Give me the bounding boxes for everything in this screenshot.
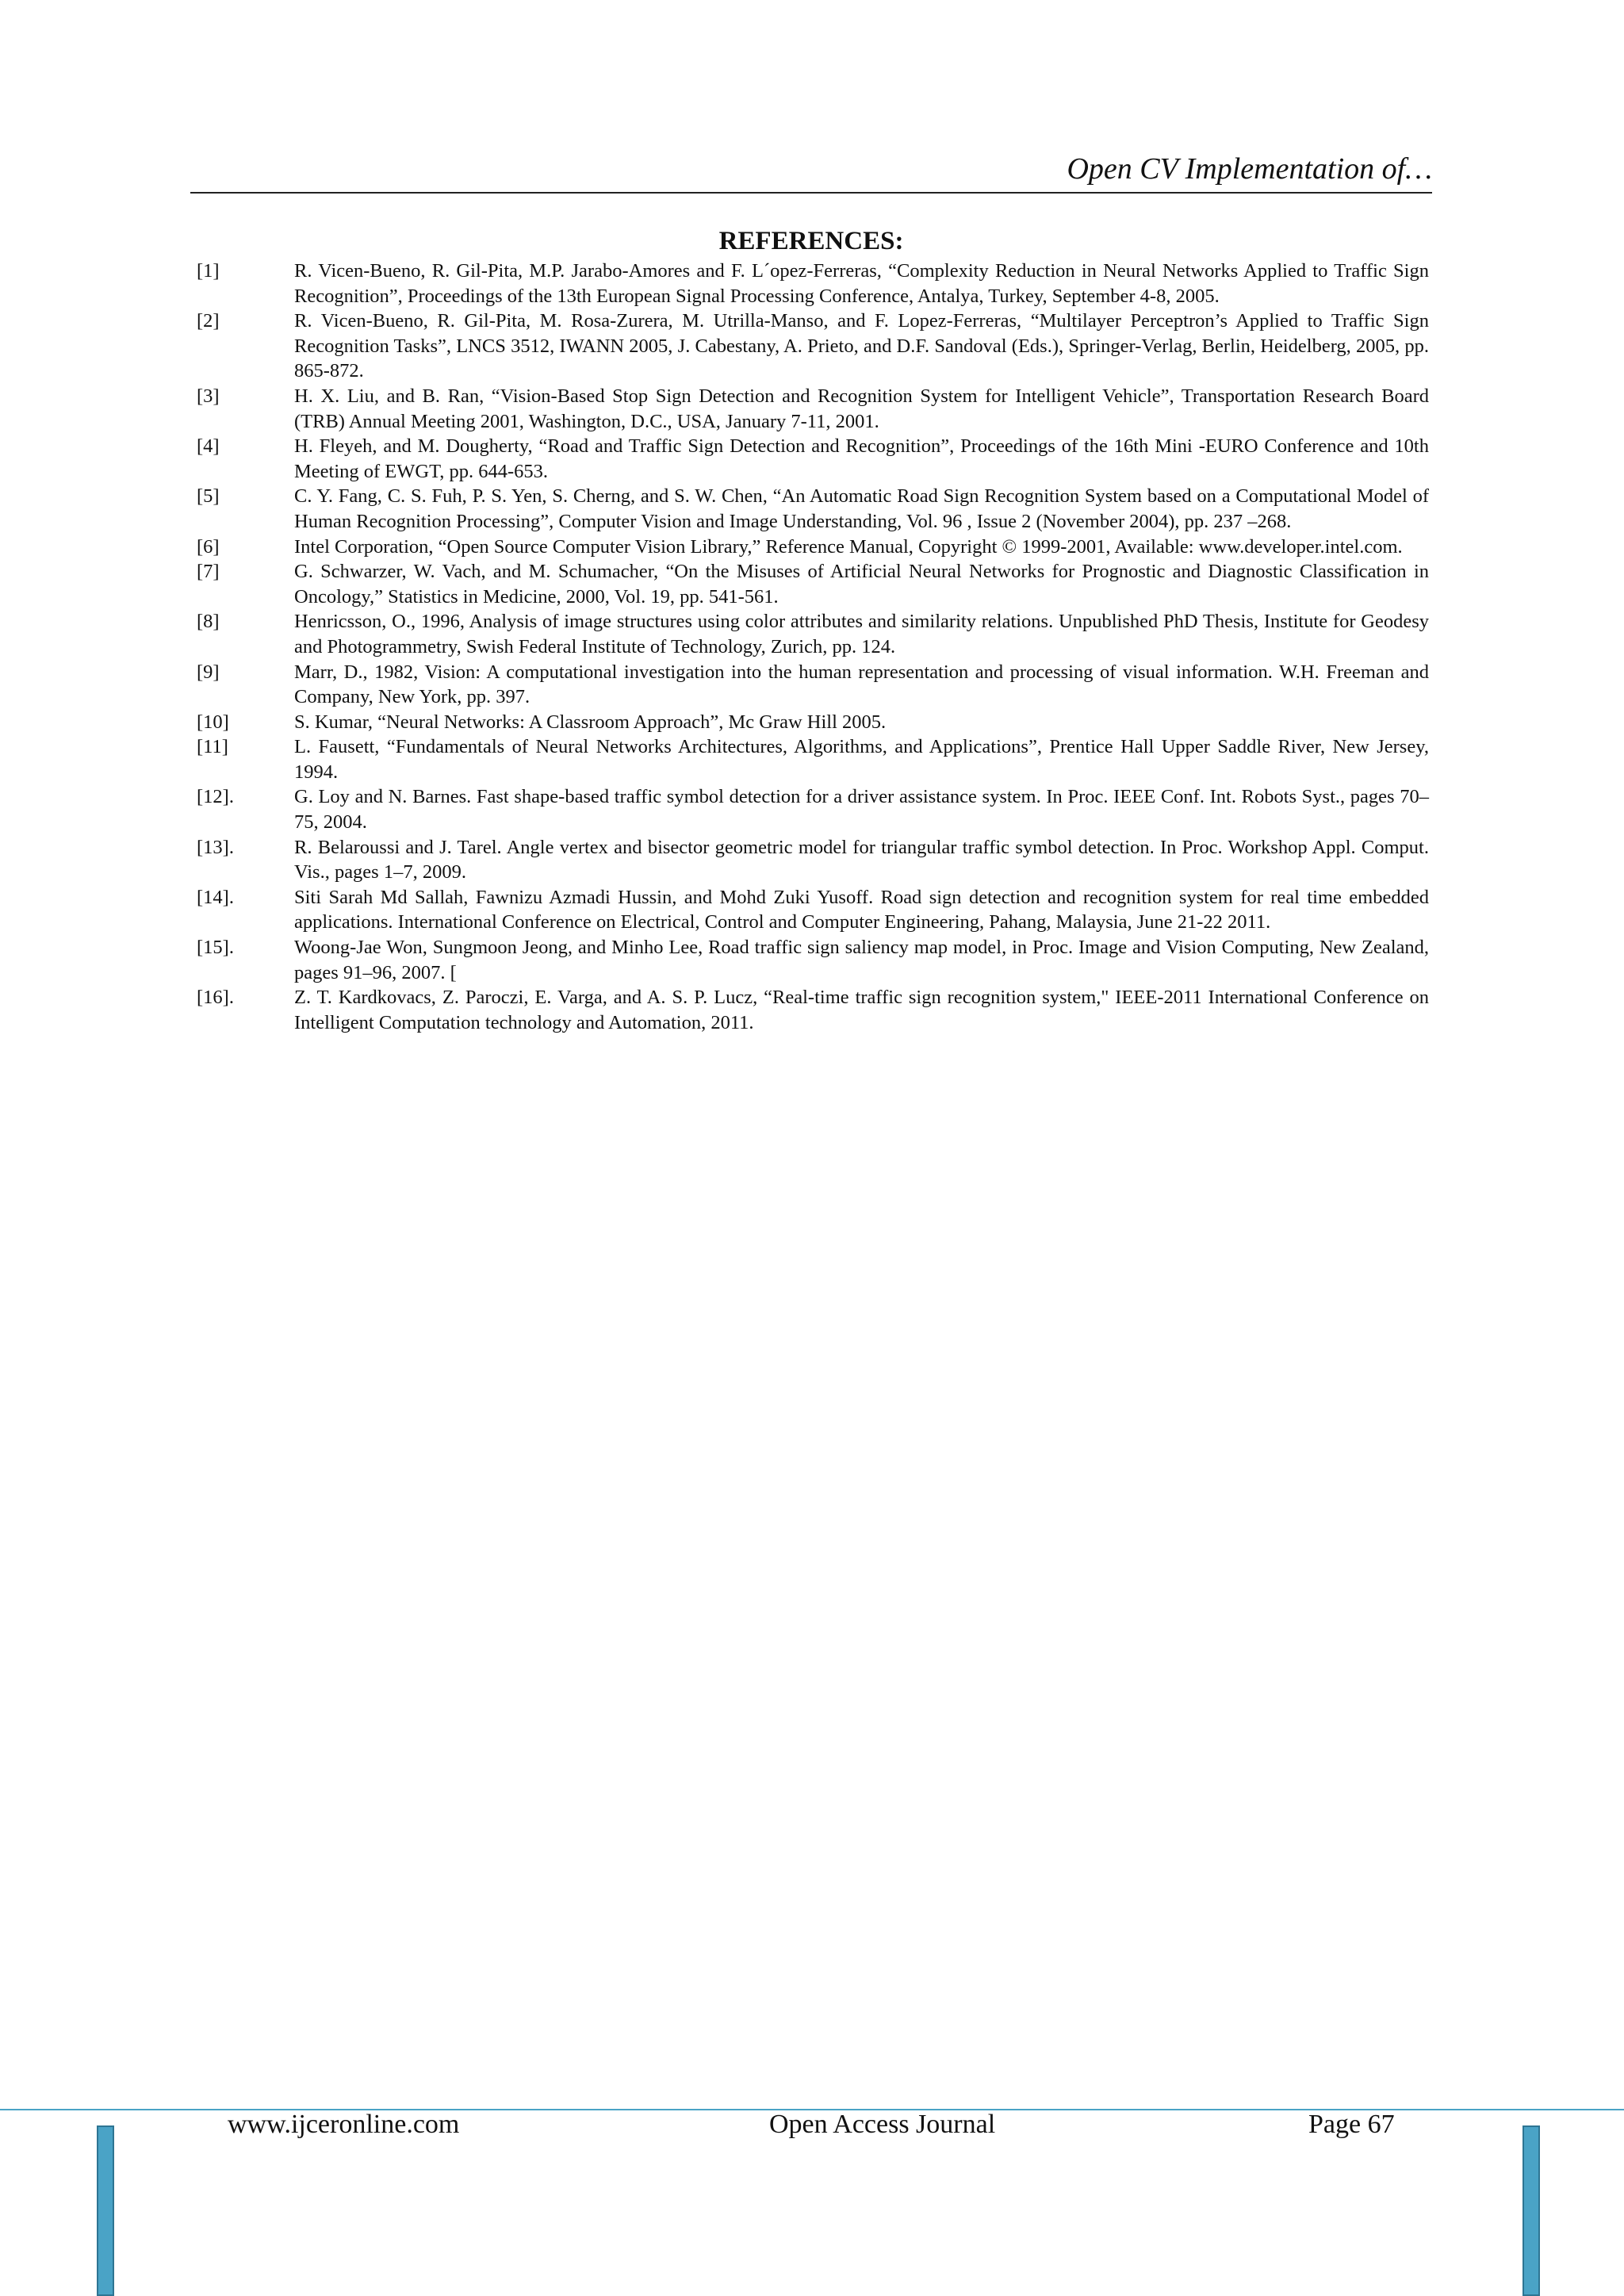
reference-text: G. Schwarzer, W. Vach, and M. Schumacher, “On the Misuses of Artificial Neural Networks for Prognostic and Diagnostic Classification in Oncology,” Statistics in Medicine, 2000, Vol. 19, pp. 541-561. [294,561,1429,608]
reference-item-5 [197,484,1429,534]
reference-number: [14]. [197,886,234,908]
footer-page-number: Page 67 [1308,2110,1395,2139]
reference-item-3 [197,384,1429,434]
reference-item-16 [197,985,1429,1035]
reference-number: [3] [197,385,220,407]
reference-list [197,259,1429,1035]
reference-number: [8] [197,611,220,633]
reference-item-1 [197,259,1429,309]
reference-number: [16]. [197,987,234,1009]
reference-item-11 [197,734,1429,784]
footer-journal: Open Access Journal [769,2110,996,2139]
reference-text: R. Vicen-Bueno, R. Gil-Pita, M. Rosa-Zurera, M. Utrilla-Manso, and F. Lopez-Ferreras, “Multilayer Perceptron’s Applied to Traffic Sign Recognition Tasks”, LNCS 3512, IWANN 2005, J. Cabestany, A. Prieto, and D.F. Sandoval (Eds.), Springer-Verlag, Berlin, Heidelberg, 2005, pp. 865-872. [294,310,1429,382]
reference-number: [1] [197,260,220,282]
reference-text: H. Fleyeh, and M. Dougherty, “Road and Traffic Sign Detection and Recognition”, Proceedings of the 16th Mini -EURO Conference and 10th Meeting of EWGT, pp. 644-653. [294,435,1429,482]
reference-text: R. Belaroussi and J. Tarel. Angle vertex and bisector geometric model for triangular traffic symbol detection. In Proc. Workshop Appl. Comput. Vis., pages 1–7, 2009. [294,836,1429,884]
reference-item-9 [197,660,1429,710]
footer-right-accent-bar [1522,2125,1540,2296]
reference-text: Intel Corporation, “Open Source Computer Vision Library,” Reference Manual, Copyright © 1999-2001, Available: www.developer.intel.com. [294,535,1403,558]
reference-number: [10] [197,711,229,733]
reference-item-15 [197,935,1429,985]
reference-text: Henricsson, O., 1996, Analysis of image structures using color attributes and similarity relations. Unpublished PhD Thesis, Institute for Geodesy and Photogrammetry, Swish Federal Institute of Technology, Zurich, pp. 124. [294,611,1429,657]
reference-item-13 [197,835,1429,885]
reference-item-10 [197,710,1429,735]
reference-text: R. Vicen-Bueno, R. Gil-Pita, M.P. Jarabo-Amores and F. L´opez-Ferreras, “Complexity Reduction in Neural Networks Applied to Traffic Sign Recognition”, Proceedings of the 13th European Signal Processing Conference, Antalya, Turkey, September 4-8, 2005. [294,260,1429,307]
reference-item-14 [197,885,1429,935]
reference-text: L. Fausett, “Fundamentals of Neural Networks Architectures, Algorithms, and Applications”, Prentice Hall Upper Saddle River, New Jersey, 1994. [294,736,1429,783]
reference-number: [13]. [197,836,234,858]
reference-text: H. X. Liu, and B. Ran, “Vision-Based Stop Sign Detection and Recognition System for Intelligent Vehicle”, Transportation Research Board (TRB) Annual Meeting 2001, Washington, D.C., USA, January 7-11, 2001. [294,385,1429,432]
reference-number: [11] [197,736,228,758]
reference-number: [7] [197,561,220,583]
reference-text: G. Loy and N. Barnes. Fast shape-based traffic symbol detection for a driver assistance system. In Proc. IEEE Conf. Int. Robots Syst., pages 70–75, 2004. [294,786,1429,834]
references-heading: REFERENCES: [718,227,904,255]
reference-number: [5] [197,485,220,508]
footer-left-accent-bar [97,2125,114,2296]
running-header: Open CV Implementation of… [1067,152,1432,186]
header-rule [190,192,1432,194]
reference-number: [15]. [197,937,234,959]
reference-item-8 [197,609,1429,659]
reference-item-7 [197,559,1429,609]
reference-number: [4] [197,435,220,458]
reference-text: Woong-Jae Won, Sungmoon Jeong, and Minho Lee, Road traffic sign saliency map model, in Proc. Image and Vision Computing, New Zealand, pages 91–96, 2007. [ [294,937,1429,983]
reference-number: [12]. [197,786,234,808]
reference-text: S. Kumar, “Neural Networks: A Classroom Approach”, Mc Graw Hill 2005. [294,711,887,733]
reference-number: [9] [197,661,220,683]
reference-number: [2] [197,310,220,332]
reference-text: Siti Sarah Md Sallah, Fawnizu Azmadi Hussin, and Mohd Zuki Yusoff. Road sign detection and recognition system for real time embedded applications. International Conference on Electrical, Control and Computer Engineering, Pahang, Malaysia, June 21-22 2011. [294,886,1429,933]
reference-text: Z. T. Kardkovacs, Z. Paroczi, E. Varga, and A. S. P. Lucz, “Real-time traffic sign recognition system," IEEE-2011 International Conference on Intelligent Computation technology and Automation, 2011. [294,987,1429,1033]
reference-text: Marr, D., 1982, Vision: A computational investigation into the human representation and processing of visual information. W.H. Freeman and Company, New York, pp. 397. [294,661,1429,708]
reference-item-6 [197,535,1429,560]
footer-website: www.ijceronline.com [228,2110,460,2139]
reference-item-12 [197,784,1429,834]
reference-number: [6] [197,535,220,558]
reference-item-2 [197,309,1429,384]
reference-text: C. Y. Fang, C. S. Fuh, P. S. Yen, S. Cherng, and S. W. Chen, “An Automatic Road Sign Recognition System based on a Computational Model of Human Recognition Processing”, Computer Vision and Image Understanding, Vol. 96 , Issue 2 (November 2004), pp. 237 –268. [294,485,1429,532]
reference-item-4 [197,434,1429,484]
